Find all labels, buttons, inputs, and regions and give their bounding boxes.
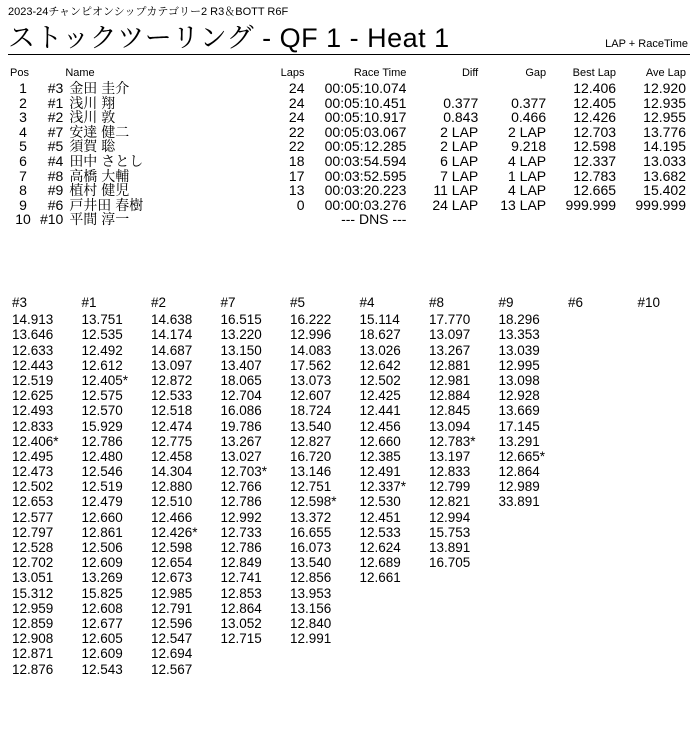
lap-time: 18.627 <box>359 327 401 343</box>
lap-time: 12.426* <box>151 524 198 540</box>
pos-cell: 10 <box>15 211 31 228</box>
lap-time: 13.372 <box>290 509 332 525</box>
lap-time: 12.502 <box>359 372 401 388</box>
lap-time: 12.799 <box>429 479 471 495</box>
lap-time: 12.456 <box>359 418 401 434</box>
lap-time: 12.642 <box>359 357 401 373</box>
lap-time: 12.443 <box>12 357 54 373</box>
best-lap-cell: 12.426 <box>573 109 617 126</box>
table-row <box>8 169 688 184</box>
gap-cell: 13 LAP <box>500 196 547 213</box>
page-title: ストックツーリング - QF 1 - Heat 1 <box>8 23 450 53</box>
gap-cell: 9.218 <box>511 138 547 155</box>
lap-time: 14.304 <box>151 464 193 480</box>
ave-lap-cell: 12.920 <box>643 80 686 96</box>
lap-time: 12.451 <box>359 509 401 525</box>
race-time-cell: --- DNS --- <box>341 211 407 228</box>
driver-name-cell: 須賀 聡 <box>69 138 116 155</box>
lap-time: 12.880 <box>151 479 193 495</box>
lap-time: 12.995 <box>498 357 540 373</box>
lap-time: 16.073 <box>290 540 332 555</box>
lap-time: 13.751 <box>81 312 123 328</box>
lap-column-header: #9 <box>498 295 514 310</box>
lap-time: 12.660 <box>81 509 123 525</box>
lap-time: 12.766 <box>220 479 262 495</box>
driver-name-cell: 植村 健児 <box>69 182 130 199</box>
gap-cell: 0.466 <box>511 109 547 126</box>
lap-time: 12.985 <box>151 585 193 601</box>
lap-column <box>290 295 358 646</box>
table-row <box>8 212 688 227</box>
lap-time: 12.981 <box>429 372 471 388</box>
lap-time: 12.876 <box>12 661 54 677</box>
lap-time: 13.097 <box>429 327 471 343</box>
lap-time: 12.853 <box>220 585 262 601</box>
lap-time: 12.704 <box>220 388 262 404</box>
lap-time: 12.533 <box>359 524 401 540</box>
lap-column <box>221 295 289 646</box>
lap-time: 12.612 <box>81 357 123 373</box>
lap-time: 12.530 <box>359 494 401 510</box>
gap-cell: 4 LAP <box>508 152 547 169</box>
pos-cell: 1 <box>19 80 27 96</box>
car-number-cell: #7 <box>47 123 64 140</box>
table-row <box>8 96 688 111</box>
lap-time: 13.407 <box>220 357 262 373</box>
lap-time: 12.466 <box>151 509 193 525</box>
table-row <box>8 154 688 169</box>
lap-time: 16.222 <box>290 312 332 328</box>
lap-time: 12.337* <box>359 479 407 495</box>
lap-time: 12.654 <box>151 555 193 571</box>
lap-time: 16.515 <box>220 312 262 328</box>
lap-time: 12.575 <box>81 388 123 404</box>
lap-time: 13.073 <box>290 372 332 388</box>
lap-time: 12.783* <box>429 433 476 449</box>
laps-cell: 24 <box>288 94 305 111</box>
lap-time: 12.996 <box>290 327 332 343</box>
diff-cell: 24 LAP <box>432 196 479 213</box>
lap-time: 12.491 <box>359 464 401 480</box>
laps-cell <box>275 212 307 227</box>
lap-time: 12.827 <box>290 433 332 449</box>
lap-time: 12.533 <box>151 388 193 404</box>
lap-time: 12.859 <box>12 615 54 631</box>
car-number-cell: #4 <box>47 152 64 169</box>
laps-cell: 24 <box>288 80 305 96</box>
lap-time: 12.992 <box>220 509 262 525</box>
laps-cell: 17 <box>288 167 305 184</box>
lap-column-header: #3 <box>12 295 28 310</box>
lap-time: 15.825 <box>81 585 123 601</box>
lap-column <box>568 295 636 312</box>
laps-cell: 22 <box>288 138 305 155</box>
best-lap-cell: 12.406 <box>573 80 617 96</box>
driver-name-cell: 安達 健二 <box>69 123 130 140</box>
lap-time: 12.677 <box>81 615 123 631</box>
lap-time: 12.881 <box>429 357 471 373</box>
lap-time: 12.908 <box>12 631 54 647</box>
car-number-cell: #9 <box>47 182 64 199</box>
lap-time: 13.156 <box>290 600 332 616</box>
lap-time: 18.296 <box>498 312 540 328</box>
gap-cell <box>480 81 548 96</box>
col-diff: Diff <box>461 67 479 79</box>
lap-time: 12.797 <box>12 524 54 540</box>
lap-column <box>151 295 219 677</box>
pos-cell: 3 <box>19 109 27 126</box>
lap-time: 13.646 <box>12 327 54 343</box>
race-time-cell: 00:03:20.223 <box>324 182 407 199</box>
laps-cell: 22 <box>288 123 305 140</box>
lap-time: 12.989 <box>498 479 540 495</box>
lap-time: 12.598* <box>290 494 337 510</box>
lap-time: 12.861 <box>81 524 123 540</box>
lap-time: 12.689 <box>359 555 401 571</box>
pos-cell: 8 <box>19 182 27 199</box>
table-row <box>8 183 688 198</box>
lap-time: 18.065 <box>220 372 262 388</box>
lap-time: 12.567 <box>151 661 193 677</box>
results-header-row <box>8 66 688 81</box>
lap-time: 12.547 <box>151 631 193 647</box>
car-number-cell: #2 <box>47 109 64 126</box>
pos-cell: 6 <box>19 152 27 169</box>
lap-time: 12.884 <box>429 388 471 404</box>
best-lap-cell: 12.783 <box>573 167 617 184</box>
col-race-time: Race Time <box>353 67 407 79</box>
lap-time: 13.051 <box>12 570 54 586</box>
lap-time: 15.312 <box>12 585 54 601</box>
car-number-cell: #3 <box>47 80 64 96</box>
lap-time: 12.519 <box>81 479 123 495</box>
lap-time: 13.267 <box>220 433 262 449</box>
lap-time: 13.098 <box>498 372 540 388</box>
race-time-cell: 00:00:03.276 <box>324 196 407 213</box>
car-number-cell: #8 <box>47 167 64 184</box>
lap-time: 13.026 <box>359 342 401 358</box>
lap-time: 12.405* <box>81 372 129 388</box>
lap-time: 12.609 <box>81 646 123 662</box>
lap-time: 12.473 <box>12 464 54 480</box>
ave-lap-cell: 13.033 <box>643 152 686 169</box>
lap-time: 19.786 <box>220 418 262 434</box>
lap-time: 12.607 <box>290 388 332 404</box>
lap-time: 12.479 <box>81 494 123 510</box>
lap-time: 13.353 <box>498 327 540 343</box>
lap-time: 12.821 <box>429 494 471 510</box>
lap-time: 12.994 <box>429 509 471 525</box>
title-rule <box>8 54 690 55</box>
lap-time: 13.540 <box>290 418 332 434</box>
ave-lap-cell: 15.402 <box>643 182 686 199</box>
lap-time: 33.891 <box>498 494 540 510</box>
table-row <box>8 81 688 96</box>
lap-column <box>429 295 497 570</box>
lap-time: 12.518 <box>151 403 193 419</box>
lap-time: 12.502 <box>12 479 54 495</box>
diff-cell <box>408 81 480 96</box>
lap-time: 12.872 <box>151 372 193 388</box>
ave-lap-cell: 12.955 <box>643 109 686 126</box>
diff-cell: 6 LAP <box>440 152 479 169</box>
lap-time: 12.492 <box>81 342 123 358</box>
car-number-cell: #6 <box>47 196 64 213</box>
lap-time: 12.474 <box>151 418 193 434</box>
lap-time: 18.724 <box>290 403 332 419</box>
pos-cell: 5 <box>19 138 27 155</box>
gap-cell: 1 LAP <box>508 167 547 184</box>
laps-cell: 0 <box>296 196 305 213</box>
col-ave-lap: Ave Lap <box>645 67 686 79</box>
lap-time: 12.856 <box>290 570 332 586</box>
lap-time: 14.083 <box>290 342 332 358</box>
lap-time: 13.039 <box>498 342 540 358</box>
lap-time: 12.661 <box>359 570 401 586</box>
lap-time: 13.540 <box>290 555 332 571</box>
report-mode: LAP + RaceTime <box>605 38 688 50</box>
best-lap-cell: 12.337 <box>573 152 617 169</box>
lap-time: 12.596 <box>151 615 193 631</box>
race-time-cell: 00:05:03.067 <box>324 123 407 140</box>
lap-column-header: #1 <box>81 295 97 310</box>
lap-time: 12.458 <box>151 448 193 464</box>
lap-time: 12.665* <box>498 448 546 464</box>
driver-name-cell: 田中 さとし <box>69 152 144 169</box>
lap-time: 12.598 <box>151 540 193 555</box>
gap-cell: 0.377 <box>511 94 547 111</box>
diff-cell: 2 LAP <box>440 123 479 140</box>
race-time-cell: 00:03:52.595 <box>324 167 407 184</box>
pos-cell: 2 <box>19 94 27 111</box>
lap-time: 12.519 <box>12 372 54 388</box>
lap-time: 13.267 <box>429 342 471 358</box>
lap-time: 15.753 <box>429 524 471 540</box>
race-time-cell: 00:03:54.594 <box>324 152 407 169</box>
lap-time: 16.705 <box>429 555 471 571</box>
race-time-cell: 00:05:10.917 <box>324 109 407 126</box>
diff-cell: 0.377 <box>443 94 479 111</box>
lap-time: 12.702 <box>12 555 54 571</box>
lap-time: 12.741 <box>220 570 262 586</box>
driver-name-cell: 戸井田 春樹 <box>69 196 144 213</box>
col-pos: Pos <box>10 67 29 79</box>
lap-column-header: #6 <box>568 295 584 310</box>
lap-time: 12.715 <box>220 631 262 647</box>
driver-name-cell: 浅川 翔 <box>69 94 116 111</box>
lap-time: 13.146 <box>290 464 332 480</box>
car-number-cell: #1 <box>47 94 64 111</box>
laps-cell: 24 <box>288 109 305 126</box>
race-time-cell: 00:05:10.451 <box>324 94 407 111</box>
ave-lap-cell: 14.195 <box>643 138 686 155</box>
col-laps: Laps <box>280 67 305 79</box>
lap-time: 16.655 <box>290 524 332 540</box>
lap-time: 16.086 <box>220 403 262 419</box>
lap-time: 12.605 <box>81 631 123 647</box>
lap-time: 12.570 <box>81 403 123 419</box>
ave-lap-cell <box>618 212 688 227</box>
race-time-cell: 00:05:12.285 <box>324 138 407 155</box>
lap-time: 12.833 <box>429 464 471 480</box>
ave-lap-cell: 999.999 <box>635 196 686 213</box>
lap-time: 17.145 <box>498 418 540 434</box>
lap-column-header: #2 <box>151 295 167 310</box>
lap-time: 12.871 <box>12 646 54 662</box>
lap-time: 12.528 <box>12 540 54 555</box>
results-table <box>8 66 688 227</box>
gap-cell: 2 LAP <box>508 123 547 140</box>
table-row <box>8 139 688 154</box>
lap-time: 14.174 <box>151 327 193 343</box>
best-lap-cell: 12.598 <box>573 138 617 155</box>
pos-cell: 7 <box>19 167 27 184</box>
lap-time: 12.480 <box>81 448 123 464</box>
lap-time: 12.840 <box>290 615 332 631</box>
lap-time: 13.291 <box>498 433 540 449</box>
lap-time: 12.786 <box>81 433 123 449</box>
lap-time: 12.546 <box>81 464 123 480</box>
pos-cell: 4 <box>19 123 27 140</box>
lap-time: 15.929 <box>81 418 123 434</box>
lap-time: 12.864 <box>220 600 262 616</box>
lap-time: 12.833 <box>12 418 54 434</box>
lap-column-header: #7 <box>220 295 236 310</box>
diff-cell: 11 LAP <box>433 182 479 199</box>
best-lap-cell: 12.703 <box>573 123 617 140</box>
lap-time: 13.891 <box>429 540 471 555</box>
lap-column-header: #5 <box>290 295 306 310</box>
lap-time: 12.385 <box>359 448 401 464</box>
col-best-lap: Best Lap <box>572 67 617 79</box>
lap-time: 13.669 <box>498 403 540 419</box>
lap-time: 12.510 <box>151 494 193 510</box>
lap-time: 15.114 <box>359 312 400 328</box>
lap-time: 12.624 <box>359 540 401 555</box>
lap-column-header: #8 <box>429 295 445 310</box>
best-lap-cell <box>548 212 618 227</box>
lap-time: 12.506 <box>81 540 123 555</box>
lap-time: 12.653 <box>12 494 54 510</box>
lap-time: 12.535 <box>81 327 123 343</box>
lap-time: 12.733 <box>220 524 262 540</box>
col-name: Name <box>65 67 95 79</box>
lap-time: 17.770 <box>429 312 471 328</box>
lap-time: 12.703* <box>220 464 268 480</box>
lap-time: 12.608 <box>81 600 123 616</box>
lap-column-header: #4 <box>359 295 375 310</box>
diff-cell: 0.843 <box>443 109 479 126</box>
lap-time: 13.027 <box>220 448 262 464</box>
lap-time: 13.097 <box>151 357 193 373</box>
diff-cell <box>408 212 480 227</box>
lap-time: 16.720 <box>290 448 332 464</box>
event-subtitle: 2023-24チャンピオンシップカテゴリー2 R3＆BOTT R6F <box>8 6 289 18</box>
lap-time: 12.425 <box>359 388 401 404</box>
diff-cell: 7 LAP <box>440 167 479 184</box>
lap-time: 12.786 <box>220 494 262 510</box>
lap-time: 12.849 <box>220 555 262 571</box>
lap-time: 12.495 <box>12 448 54 464</box>
col-gap: Gap <box>525 67 547 79</box>
lap-time: 12.625 <box>12 388 54 404</box>
laps-cell: 13 <box>288 182 305 199</box>
best-lap-cell: 12.405 <box>573 94 617 111</box>
lap-time: 12.775 <box>151 433 193 449</box>
gap-cell <box>480 212 548 227</box>
lap-time: 12.609 <box>81 555 123 571</box>
lap-time: 12.928 <box>498 388 540 404</box>
lap-column <box>12 295 80 677</box>
lap-column <box>360 295 428 586</box>
diff-cell: 2 LAP <box>440 138 479 155</box>
lap-column <box>82 295 150 677</box>
lap-time: 12.959 <box>12 600 54 616</box>
lap-time: 14.913 <box>12 312 54 328</box>
ave-lap-cell: 13.682 <box>643 167 686 184</box>
best-lap-cell: 999.999 <box>565 196 617 213</box>
table-row <box>8 198 688 213</box>
lap-time: 13.269 <box>81 570 123 586</box>
lap-time: 12.633 <box>12 342 54 358</box>
lap-time: 12.864 <box>498 464 540 480</box>
pos-cell: 9 <box>19 196 27 213</box>
driver-name-cell: 浅川 敦 <box>69 109 116 126</box>
table-row <box>8 110 688 125</box>
lap-time: 13.220 <box>220 327 262 343</box>
lap-time: 12.694 <box>151 646 193 662</box>
best-lap-cell: 12.665 <box>573 182 617 199</box>
lap-time: 12.660 <box>359 433 401 449</box>
lap-time: 13.094 <box>429 418 471 434</box>
ave-lap-cell: 13.776 <box>643 123 686 140</box>
laps-cell: 18 <box>288 152 305 169</box>
gap-cell: 4 LAP <box>508 182 547 199</box>
lap-time: 12.751 <box>290 479 332 495</box>
lap-time: 12.441 <box>359 403 401 419</box>
lap-time: 12.543 <box>81 661 123 677</box>
lap-column <box>499 295 567 510</box>
driver-name-cell: 金田 圭介 <box>69 80 130 96</box>
driver-name-cell: 平間 淳一 <box>69 211 130 228</box>
lap-time: 12.991 <box>290 631 332 647</box>
lap-time: 17.562 <box>290 357 332 373</box>
lap-time: 12.406* <box>12 433 59 449</box>
lap-time: 13.197 <box>429 448 471 464</box>
lap-column-header: #10 <box>637 295 661 310</box>
lap-time: 12.845 <box>429 403 471 419</box>
lap-time: 12.786 <box>220 540 262 555</box>
car-number-cell: #5 <box>47 138 64 155</box>
lap-time: 14.638 <box>151 312 193 328</box>
lap-time: 12.673 <box>151 570 193 586</box>
lap-time: 12.493 <box>12 403 54 419</box>
lap-time: 14.687 <box>151 342 193 358</box>
lap-time: 12.791 <box>151 600 193 616</box>
lap-time: 13.052 <box>220 615 262 631</box>
lap-time: 12.577 <box>12 509 54 525</box>
lap-column <box>638 295 700 312</box>
ave-lap-cell: 12.935 <box>643 94 686 111</box>
car-number-cell: #10 <box>39 211 64 228</box>
lap-time: 13.953 <box>290 585 332 601</box>
driver-name-cell: 高橋 大輔 <box>69 167 130 184</box>
lap-time: 13.150 <box>220 342 262 358</box>
race-time-cell: 00:05:10.074 <box>324 80 407 96</box>
table-row <box>8 125 688 140</box>
